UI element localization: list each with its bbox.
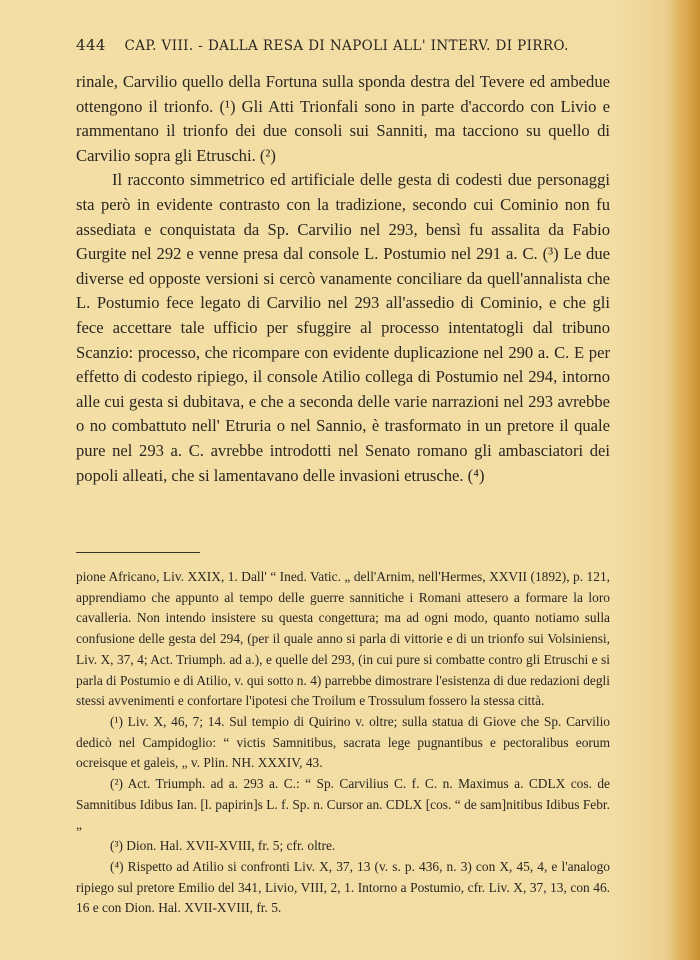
main-text <box>76 70 610 488</box>
footnote-4: (⁴) Rispetto ad Atilio si confronti Liv. X, 37, 13 (v. s. p. 436, n. 3) con X, 45, 4, e l'analogo ripiego sul pretore Emilio del 341, Livio, VIII, 2, 1. Intorno a Postumio, cfr. Liv. X, 37, 13, con 46. 16 e con Dion. Hal. XVII-XVIII, fr. 5. <box>76 858 610 916</box>
footnote-1: (¹) Liv. X, 46, 7; 14. Sul tempio di Quirino v. oltre; sulla statua di Giove che Sp. Carvilio dedicò nel Campidoglio: “ victis Samnitibus, sacrata lege pugnantibus e pectoralibus eorum ocreisque et galeis, „ v. Plin. NH. XXXIV, 43. <box>76 713 610 771</box>
running-title: CAP. VIII. - DALLA RESA DI NAPOLI ALL' INTERV. DI PIRRO. <box>124 38 569 54</box>
body-paragraph-1: rinale, Carvilio quello della Fortuna sulla sponda destra del Tevere ed ambedue ottengono il trionfo. (¹) Gli Atti Trionfali sono in parte d'accordo con Livio e rammentano il trionfo dei due consoli sui Sanniti, ma tacciono su quello di Carvilio sopra gli Etruschi. (²) <box>76 72 610 165</box>
page-edge-shadow <box>670 0 700 960</box>
running-header <box>76 36 610 54</box>
page-number: 444 <box>76 36 106 54</box>
footnote-2: (²) Act. Triumph. ad a. 293 a. C.: “ Sp. Carvilius C. f. C. n. Maximus a. CDLX cos. de Samnitibus Idibus Ian. [l. papirin]s L. f. Sp. n. Cursor an. CDLX [cos. “ de sam]nitibus Idibus Febr. „ <box>76 776 610 833</box>
footnote-continuation: pione Africano, Liv. XXIX, 1. Dall' “ Ined. Vatic. „ dell'Arnim, nell'Hermes, XXVII (1892), p. 121, apprendiamo che appunto al tempo delle guerre sannitiche i Romani attesero a formare la loro cavalleria. Non intendo insistere su questa congettura; ma ad ogni modo, quanto notiamo sulla confusione delle gesta del 294, (per il quale anno si parla di vittorie e di un trionfo sui Volsiniensi, Liv. X, 37, 4; Act. Triumph. ad a.), e quelle del 293, (in cui pure si combatte contro gli Etruschi e si parla di Postumio e di Atilio, v. qui sotto n. 4) parrebbe dimostrare l'esistenza di due redazioni degli stessi avvenimenti e confortare l'ipotesi che Troilum e Trossulum fossero la stessa città. <box>76 569 610 709</box>
footnote-3: (³) Dion. Hal. XVII-XVIII, fr. 5; cfr. oltre. <box>110 838 336 854</box>
footnote-divider <box>76 552 200 553</box>
body-paragraph-2: Il racconto simmetrico ed artificiale delle gesta di codesti due personaggi sta però in evidente contrasto con la tradizione, secondo cui Cominio non fu assediata e conquistata da Sp. Carvilio nel 293, bensì fu assalita da Fabio Gurgite nel 292 e venne presa dal console L. Postumio nel 291 a. C. (³) Le due diverse ed opposte versioni si cercò vanamente conciliare da quell'annalista che L. Postumio fece legato di Carvilio nel 293 all'assedio di Cominio, e che gli fece accettare tale ufficio per sfuggire al processo intentatogli dal tribuno Scanzio: processo, che ricompare con evidente duplicazione nel 290 a. C. E per effetto di codesto ripiego, il console Atilio collega di Postumio nel 294, intorno alle cui gesta si dubitava, e che a seconda delle varie narrazioni nel 293 avrebbe o no combattuto nell' Etruria o nel Sannio, è trasformato in un pretore il quale pure nel 293 a. C. avrebbe introdotti nel Senato romano gli ambasciatori dei popoli alleati, che si lamentavano delle invasioni etrusche. (⁴) <box>76 170 610 485</box>
footnotes <box>76 567 610 919</box>
